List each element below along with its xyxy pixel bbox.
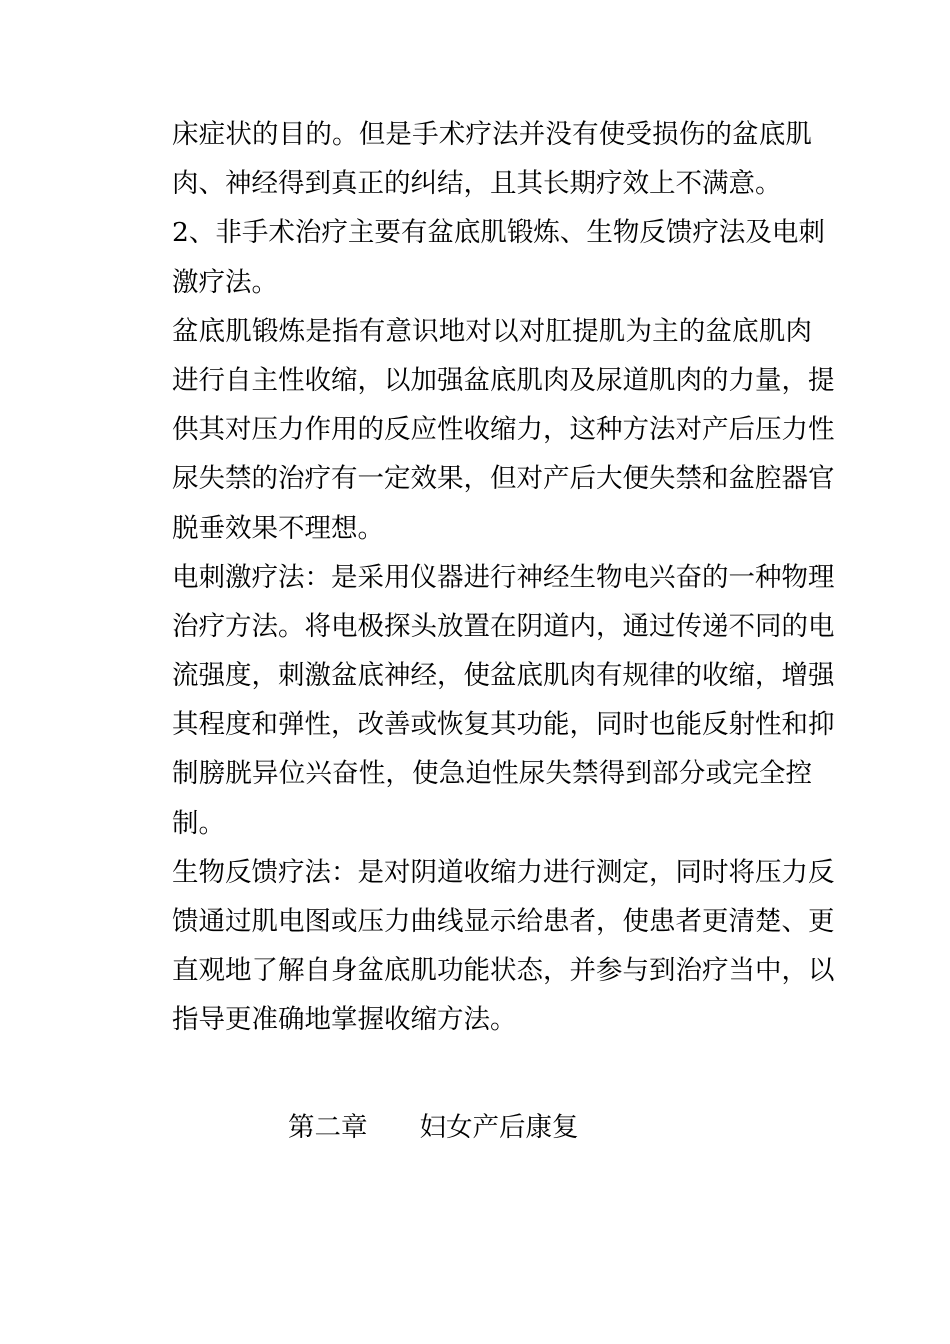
text-line: 尿失禁的治疗有一定效果，但对产后大便失禁和盆腔器官 (172, 463, 835, 495)
chapter-number: 第二章 (288, 1112, 368, 1143)
text-line: 直观地了解自身盆底肌功能状态，并参与到治疗当中，以 (172, 955, 835, 987)
text-line: 供其对压力作用的反应性收缩力，这种方法对产后压力性 (172, 414, 835, 446)
chapter-heading (288, 1108, 579, 1148)
text-line: 指导更准确地掌握收缩方法。 (172, 1004, 517, 1036)
chapter-title: 妇女产后康复 (419, 1112, 579, 1143)
text-line: 2、非手术治疗主要有盆底肌锻炼、生物反馈疗法及电刺 (172, 217, 825, 249)
paragraph-pelvic-floor-exercise (172, 307, 835, 553)
text-line: 流强度，刺激盆底神经，使盆底肌肉有规律的收缩，增强 (172, 660, 835, 692)
text-line: 其程度和弹性，改善或恢复其功能，同时也能反射性和抑 (172, 709, 835, 741)
text-line: 治疗方法。将电极探头放置在阴道内，通过传递不同的电 (172, 610, 835, 642)
document-body (172, 110, 835, 1045)
text-line: 制膀胱异位兴奋性，使急迫性尿失禁得到部分或完全控 (172, 758, 812, 790)
text-line: 制。 (172, 807, 225, 839)
text-line: 电刺激疗法：是采用仪器进行神经生物电兴奋的一种物理 (172, 561, 835, 593)
text-line: 激疗法。 (172, 266, 278, 298)
paragraph-nonsurgical-treatment (172, 208, 825, 306)
paragraph-electrical-stimulation (172, 553, 835, 848)
text-line: 肉、神经得到真正的纠结，且其长期疗效上不满意。 (172, 168, 782, 200)
text-line: 床症状的目的。但是手术疗法并没有使受损伤的盆底肌 (172, 119, 812, 150)
paragraph-surgery-limitations (172, 110, 812, 208)
paragraph-biofeedback (172, 848, 835, 1045)
text-line: 脱垂效果不理想。 (172, 512, 384, 544)
text-line: 馈通过肌电图或压力曲线显示给患者，使患者更清楚、更 (172, 906, 835, 937)
text-line: 生物反馈疗法：是对阴道收缩力进行测定，同时将压力反 (172, 856, 835, 888)
text-line: 进行自主性收缩，以加强盆底肌肉及尿道肌肉的力量，提 (172, 364, 835, 396)
text-line: 盆底肌锻炼是指有意识地对以对肛提肌为主的盆底肌肉 (172, 315, 812, 347)
